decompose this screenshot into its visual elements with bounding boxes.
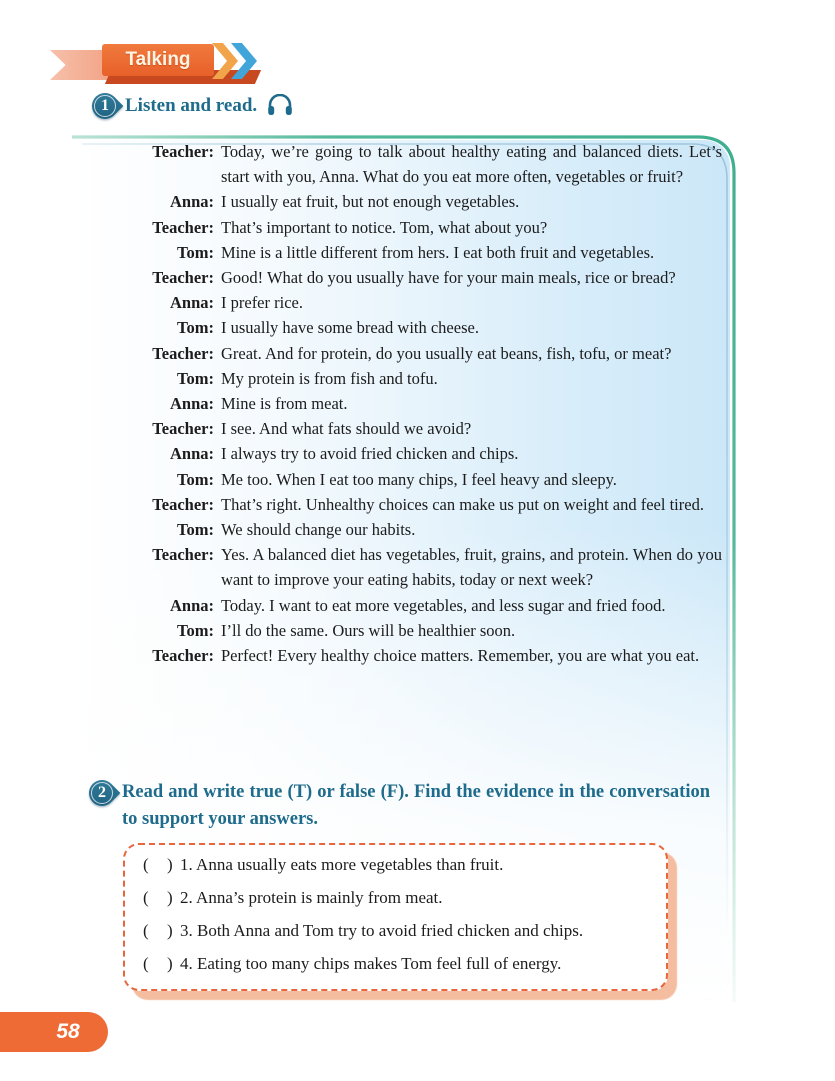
speaker-name: Anna: [169, 595, 214, 615]
answer-paren-close: ) [167, 954, 173, 973]
answer-paren-open[interactable]: ( [143, 855, 149, 874]
dialogue-turn [122, 341, 722, 366]
true-false-box [123, 843, 668, 991]
talking-banner [50, 42, 320, 90]
answer-paren-close: ) [167, 921, 173, 940]
dialogue-turn [122, 643, 722, 668]
speech-text: Mine is from meat. [221, 394, 348, 414]
speech-text: I see. And what fats should we avoid? [221, 419, 472, 439]
speaker-name: Teacher: [152, 217, 214, 237]
speech-text: That’s right. Unhealthy choices can make us put on weight and feel tired. [221, 494, 704, 514]
banner-label: Talking [125, 49, 191, 70]
speech-text: I usually have some bread with cheese. [221, 318, 479, 338]
speaker-name: Teacher: [152, 494, 214, 514]
speaker-name: Tom: [177, 368, 214, 388]
speaker-name: Teacher: [152, 268, 214, 288]
speaker-name: Tom: [177, 469, 214, 489]
speech-text: Today, we’re going to talk about healthy eating and balanced diets. Let’s start with you, Anna. What do you eat more often, vegetables or fruit? [221, 142, 722, 187]
statement-row [143, 855, 666, 888]
activity-1-number-badge [87, 88, 124, 125]
speech-text: Me too. When I eat too many chips, I feel heavy and sleepy. [221, 469, 617, 489]
speech-text: Today. I want to eat more vegetables, and less sugar and fried food. [221, 595, 666, 615]
speaker-name: Teacher: [152, 343, 214, 363]
statement-row [143, 888, 666, 921]
dialogue-turn [122, 139, 722, 189]
dialogue-turn [122, 290, 722, 315]
activity-1-header [92, 92, 293, 119]
speaker-name: Teacher: [152, 419, 214, 439]
dialogue-turn [122, 441, 722, 466]
speech-text: Great. And for protein, do you usually eat beans, fish, tofu, or meat? [221, 343, 672, 363]
dialogue-turn [122, 416, 722, 441]
speech-text: I usually eat fruit, but not enough vegetables. [221, 192, 520, 212]
dialogue-turn [122, 618, 722, 643]
speech-text: That’s important to notice. Tom, what about you? [221, 217, 548, 237]
speech-text: I’ll do the same. Ours will be healthier soon. [221, 620, 516, 640]
banner-label-box [102, 44, 214, 76]
activity-1-number: 1 [94, 95, 116, 117]
dialogue-turn [122, 391, 722, 416]
speaker-name: Tom: [177, 242, 214, 262]
dialogue-turn [122, 265, 722, 290]
speech-text: I prefer rice. [221, 293, 303, 313]
dialogue-turn [122, 240, 722, 265]
statement-row [143, 921, 666, 954]
dialogue-turn [122, 542, 722, 592]
dialogue-turn [122, 215, 722, 240]
speaker-name: Teacher: [152, 142, 214, 161]
speaker-name: Teacher: [152, 646, 214, 666]
activity-2-title: Read and write true (T) or false (F). Find the evidence in the conversation to support your answers. [122, 782, 710, 829]
answer-paren-open[interactable]: ( [143, 954, 149, 973]
speaker-name: Anna: [169, 444, 214, 464]
dialogue-turn [122, 467, 722, 492]
speaker-name: Anna: [169, 394, 214, 414]
activity-1-title: Listen and read. [125, 95, 258, 116]
activity-2-number-badge [84, 775, 121, 812]
speech-text: Mine is a little different from hers. I eat both fruit and vegetables. [221, 242, 655, 262]
activity-2-header [89, 779, 715, 833]
speaker-name: Anna: [169, 192, 214, 212]
statement-row [143, 954, 666, 987]
statement-text: 3. Both Anna and Tom try to avoid fried chicken and chips. [180, 921, 584, 940]
dialogue [122, 139, 722, 668]
speech-text: Perfect! Every healthy choice matters. Remember, you are what you eat. [221, 646, 700, 666]
answer-paren-open[interactable]: ( [143, 921, 149, 940]
dialogue-turn [122, 366, 722, 391]
statement-text: 1. Anna usually eats more vegetables than fruit. [180, 855, 504, 874]
statement-text: 2. Anna’s protein is mainly from meat. [180, 888, 443, 907]
dialogue-turn [122, 492, 722, 517]
dialogue-turn [122, 517, 722, 542]
speaker-name: Tom: [177, 620, 214, 640]
headphones-icon [267, 94, 293, 116]
speaker-name: Tom: [177, 520, 214, 540]
speech-text: I always try to avoid fried chicken and chips. [221, 444, 519, 464]
activity-2-number: 2 [91, 782, 113, 804]
speech-text: My protein is from fish and tofu. [221, 368, 438, 388]
speaker-name: Tom: [177, 318, 214, 338]
answer-paren-close: ) [167, 855, 173, 874]
dialogue-turn [122, 315, 722, 340]
page-number-badge [0, 1012, 108, 1052]
dialogue-turn [122, 593, 722, 618]
dialogue-turn [122, 189, 722, 214]
answer-paren-close: ) [167, 888, 173, 907]
speech-text: Good! What do you usually have for your main meals, rice or bread? [221, 268, 676, 288]
speech-text: Yes. A balanced diet has vegetables, fruit, grains, and protein. When do you want to improve your eating habits, today or next week? [221, 545, 722, 590]
speaker-name: Teacher: [152, 545, 214, 565]
answer-paren-open[interactable]: ( [143, 888, 149, 907]
speaker-name: Anna: [169, 293, 214, 313]
speech-text: We should change our habits. [221, 520, 416, 540]
page-number: 58 [56, 1020, 80, 1043]
statement-text: 4. Eating too many chips makes Tom feel full of energy. [180, 954, 562, 973]
